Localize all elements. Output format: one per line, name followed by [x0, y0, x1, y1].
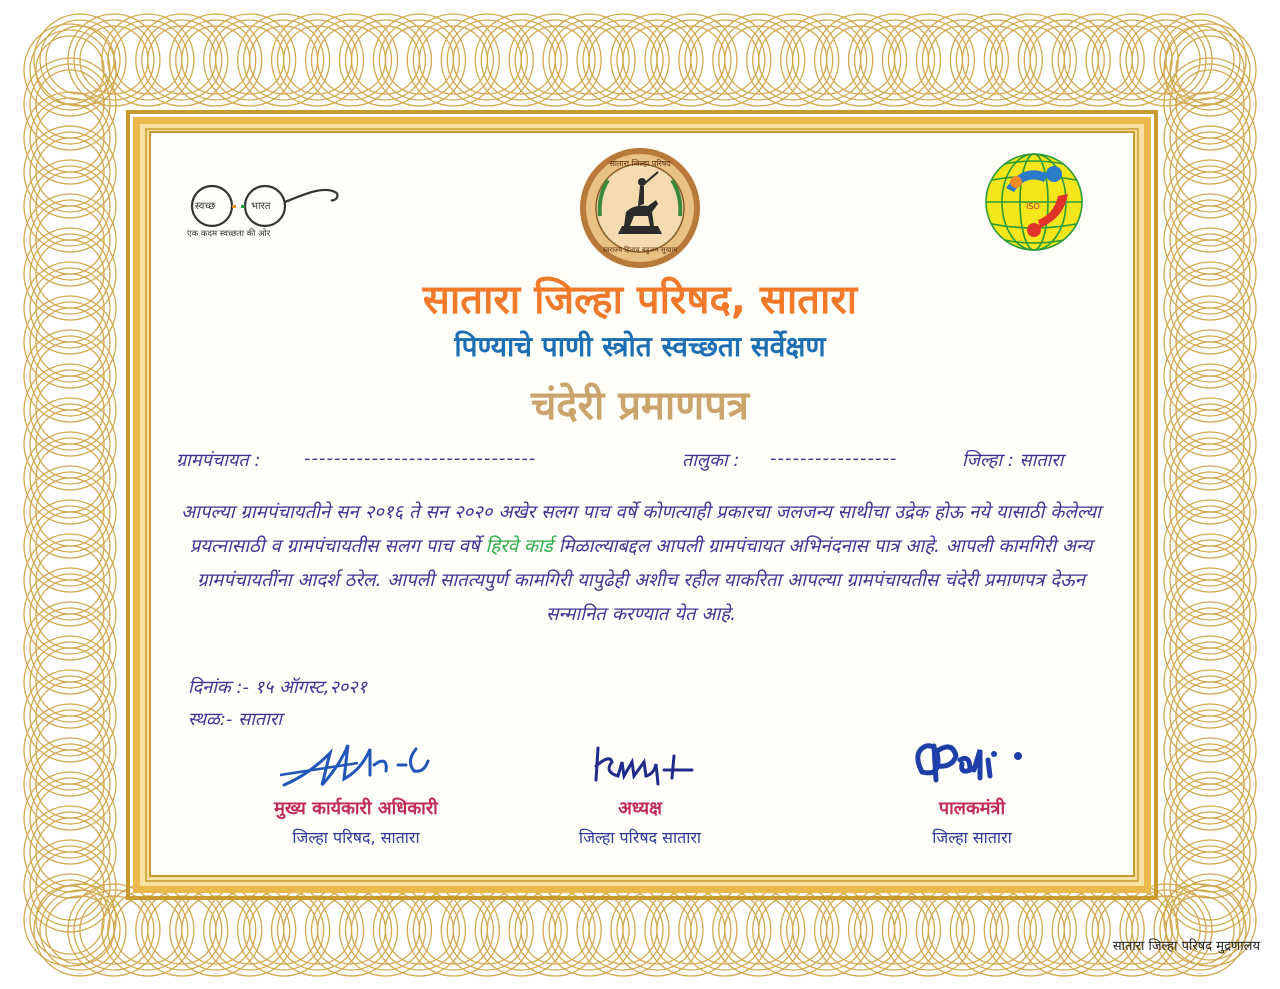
- swachh-bharat-logo: [185, 180, 345, 242]
- signature-ceo: [278, 735, 438, 795]
- date-line: दिनांक :- १५ ऑगस्ट,२०२१: [188, 677, 367, 698]
- certificate-body: [176, 496, 1106, 632]
- page-title: सातारा जिल्हा परिषद, सातारा: [422, 277, 858, 323]
- signatory-minister-title: पालकमंत्री: [938, 798, 1006, 819]
- body-part-1: आपल्या ग्रामपंचायतीने सन २०१६ ते सन २०२० अखेर सलग पाच वर्षे कोणत्याही प्रकारचा जलजन्य साथीचा उद्रेक होऊ नये यासाठी केलेल्या प्रयत्नासाठी व ग्रामपंचायतीस सलग पाच वर्षे: [181, 502, 1101, 557]
- seal-top-text: सातारा जिल्हा परिषद: [609, 159, 671, 168]
- globe-label: ISO: [1026, 202, 1040, 211]
- taluka-label: तालुका :: [682, 450, 740, 471]
- swachh-tagline: एक कदम स्वच्छता की ओर: [187, 229, 271, 239]
- place-line: स्थळ:- सातारा: [188, 709, 282, 730]
- globe-logo: [984, 152, 1084, 252]
- swachh-left-word: स्वच्छ: [195, 201, 216, 212]
- fields-row: [176, 448, 1106, 474]
- signatory-ceo-office: जिल्हा परिषद, सातारा: [292, 828, 420, 847]
- signatory-president-title: अध्यक्ष: [618, 798, 662, 819]
- page-subtitle: पिण्याचे पाणी स्त्रोत स्वच्छता सर्वेक्षण: [454, 330, 826, 363]
- gram-label: ग्रामपंचायत :: [176, 450, 261, 471]
- printer-credit: सातारा जिल्हा परिषद मुद्रणालय: [1112, 939, 1260, 954]
- signatory-ceo-title: मुख्य कार्यकारी अधिकारी: [274, 798, 438, 819]
- signature-president: [588, 740, 698, 790]
- taluka-blank: -----------------: [770, 448, 898, 469]
- seal-bottom-text: स्वराज्य हिताय बहुजन सुखाय: [602, 246, 678, 254]
- certificate-name: चंदेरी प्रमाणपत्र: [530, 383, 750, 429]
- signatory-minister-office: जिल्हा सातारा: [932, 828, 1012, 847]
- gram-blank: -------------------------------: [304, 448, 537, 469]
- green-card-highlight: हिरवे कार्ड: [485, 536, 553, 557]
- district-field: जिल्हा : सातारा: [962, 450, 1064, 471]
- body-part-2: मिळाल्याबद्दल आपली ग्रामपंचायत अभिनंदनास पात्र आहे. आपली कामगिरी अन्य ग्रामपंचायतींना आदर्श ठरेल. आपली सातत्यपुर्ण कामगिरी यापुढेही अशीच रहील याकरिता आपल्या ग्रामपंचायतीस चंदेरी प्रमाणपत्र देऊन सन्मानित करण्यात येत आहे.: [197, 536, 1093, 625]
- signature-guardian-minister: [908, 736, 1038, 792]
- swachh-right-word: भारत: [251, 201, 271, 212]
- zilla-parishad-seal: [578, 146, 702, 270]
- signatory-president-office: जिल्हा परिषद सातारा: [578, 828, 702, 847]
